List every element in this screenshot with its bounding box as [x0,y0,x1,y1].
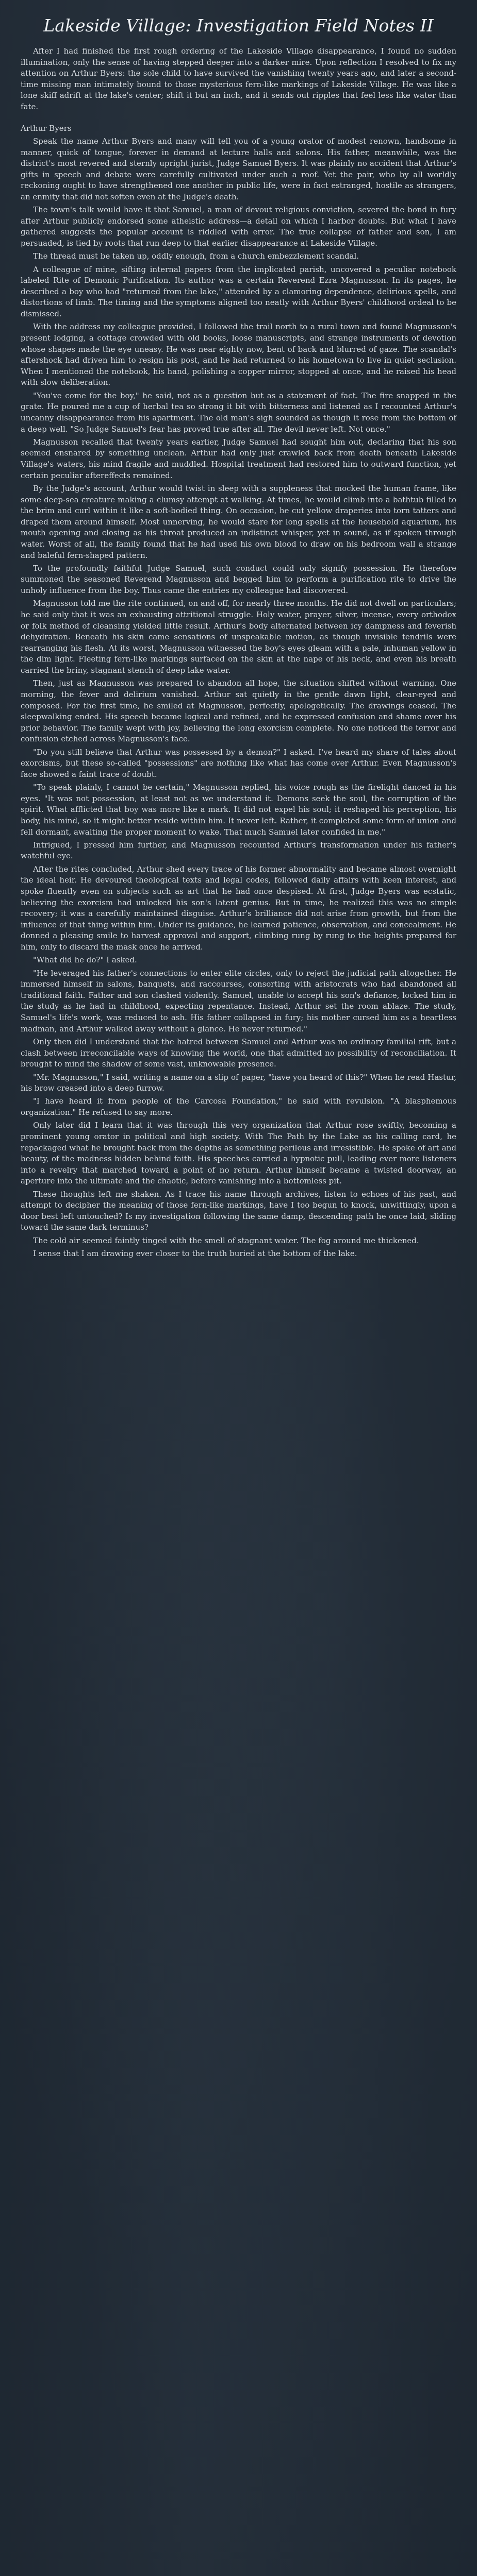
paragraph: Only then did I understand that the hatred between Samuel and Arthur was no ordinary familial rift, but a clash between irreconcilable ways of knowing the world, one that admitted no possibility of reconciliation. It brought to mind the shadow of some vast, unknowable presence. [21,1037,456,1069]
paragraph: Intrigued, I pressed him further, and Magnusson recounted Arthur's transformation under his father's watchful eye. [21,840,456,861]
paragraph: Only later did I learn that it was through this very organization that Arthur rose swiftly, becoming a prominent young orator in political and high society. With The Path by the Lake as his calling card, he repackaged what he brought back from the depths as something perilous and irresistible. He spoke of art and beauty, of the madness hidden behind faith. His speeches carried a hypnotic pull, leading ever more listeners into a revelry that marched toward a point of no return. Arthur himself became a twisted doorway, an aperture into the ultimate and the chaotic, before vanishing into a bottomless pit. [21,1121,456,1186]
paragraph: With the address my colleague provided, I followed the trail north to a rural town and found Magnusson's present lodging, a cottage crowded with old books, loose manuscripts, and strange instruments of devotion whose shapes made the eye uneasy. He was near eighty now, bent of back and blurred of gaze. The scandal's aftershock had driven him to resign his post, and he had returned to his hometown to live in quiet seclusion. When I mentioned the notebook, his hand, polishing a copper mirror, stopped at once, and he raised his head with slow deliberation. [21,322,456,387]
paragraph: After I had finished the first rough ordering of the Lakeside Village disappearance, I found no sudden illumination, only the sense of having stepped deeper into a darker mire. Upon reflection I resolved to fix my attention on Arthur Byers: the sole child to have survived the vanishing twenty years ago, and later a second-time missing man intimately bound to those mysterious fern-like markings of Lakeside Village. He was like a lone skiff adrift at the lake's center; shift it but an inch, and it sends out ripples that feel less like water than fate. [21,46,456,111]
paragraph: The cold air seemed faintly tinged with the smell of stagnant water. The fog around me thickened. [33,1235,419,1245]
paragraph: These thoughts left me shaken. As I trace his name through archives, listen to echoes of his past, and attempt to decipher the meaning of those fern-like markings, have I too begun to knock, unwittingly, upon a door best left untouched? Is my investigation following the same damp, descending path he once laid, sliding toward the same dark terminus? [21,1189,456,1232]
paragraph: "Do you still believe that Arthur was possessed by a demon?" I asked. I've heard my share of tales about exorcisms, but these so-called "possessions" are nothing like what has come over Arthur. Even Magnusson's face showed a faint trace of doubt. [21,747,456,779]
section-heading: Arthur Byers [21,123,72,133]
paragraph: Speak the name Arthur Byers and many will tell you of a young orator of modest renown, handsome in manner, quick of tongue, forever in demand at lecture halls and salons. His father, meanwhile, was the district's most revered and sternly upright jurist, Judge Samuel Byers. It was plainly no accident that Arthur's gifts in speech and debate were carefully cultivated under such a roof. Yet the pair, who by all worldly reckoning ought to have strengthened one another in public life, were in fact estranged, hostile as strangers, an enmity that did not soften even at the Judge's death. [21,136,456,201]
paragraph: Magnusson recalled that twenty years earlier, Judge Samuel had sought him out, declaring that his son seemed ensnared by something unclean. Arthur had only just crawled back from death beneath Lakeside Village's waters, his mind fragile and muddled. Hospital treatment had restored him to outward function, yet certain peculiar aftereffects remained. [21,437,456,480]
paragraph: "Mr. Magnusson," I said, writing a name on a slip of paper, "have you heard of this?" When he read Hastur, his brow creased into a deep furrow. [21,1072,456,1093]
paragraph: "You've come for the boy," he said, not as a question but as a statement of fact. The fire snapped in the grate. He poured me a cup of herbal tea so strong it bit with bitterness and listened as I recounted Arthur's uncanny disappearance from his apartment. The old man's sigh sounded as though it rose from the bottom of a deep well. "So Judge Samuel's fear has proved true after all. The devil never left. Not once." [21,391,456,434]
document-body [21,46,456,1260]
paragraph: I sense that I am drawing ever closer to the truth buried at the bottom of the lake. [33,1249,357,1259]
page-title: Lakeside Village: Investigation Field Notes II [43,15,434,36]
paragraph: A colleague of mine, sifting internal papers from the implicated parish, uncovered a peculiar notebook labeled Rite of Demonic Purification. Its author was a certain Reverend Ezra Magnusson. In its pages, he described a boy who had "returned from the lake," attended by a clamoring dependence, delirious spells, and distortions of limb. The timing and the symptoms aligned too neatly with Arthur Byers' childhood ordeal to be dismissed. [21,264,456,319]
paragraph: "He leveraged his father's connections to enter elite circles, only to reject the judicial path altogether. He immersed himself in salons, banquets, and raccourses, consorting with aristocrats who had abandoned all traditional faith. Father and son clashed violently. Samuel, unable to accept his son's defiance, locked him in the study as he had in childhood, expecting repentance. Instead, Arthur set the room ablaze. The study, Samuel's life's work, was reduced to ash. His father collapsed in fury; his mother cursed him as a heartless madman, and Arthur walked away without a glance. He never returned." [21,968,456,1033]
paragraph: "To speak plainly, I cannot be certain," Magnusson replied, his voice rough as the firelight danced in his eyes. "It was not possession, at least not as we understand it. Demons seek the soul, the corruption of the spirit. What afflicted that boy was more like a mark. It did not expel his soul; it reshaped his perception, his body, his mind, so it might better reside within him. It never left. Rather, it completed some form of union and fell dormant, awaiting the proper moment to wake. That much Samuel later confided in me." [21,783,456,837]
paragraph: To the profoundly faithful Judge Samuel, such conduct could only signify possession. He therefore summoned the seasoned Reverend Magnusson and begged him to perform a purification rite to drive the unholy influence from the boy. Thus came the entries my colleague had discovered. [21,563,456,596]
paragraph: The thread must be taken up, oddly enough, from a church embezzlement scandal. [33,251,359,261]
paragraph: By the Judge's account, Arthur would twist in sleep with a suppleness that mocked the human frame, like some deep-sea creature making a clumsy attempt at walking. At times, he would climb into a bathtub filled to the brim and curl within it like a soft-bodied thing. On occasion, he cut yellow draperies into torn tatters and draped them around himself. Most unnerving, he would stare for long spells at the household aquarium, his mouth opening and closing as his throat produced an indistinct whisper, yet in sound, as if spoken through water. Worst of all, the family found that he had used his own blood to draw on his bedroom wall a strange and baleful fern-shaped pattern. [21,483,456,560]
paragraph: Then, just as Magnusson was prepared to abandon all hope, the situation shifted without warning. One morning, the fever and delirium vanished. Arthur sat quietly in the gentle dawn light, clear-eyed and composed. For the first time, he smiled at Magnusson, perfectly, apologetically. The drawings ceased. The sleepwalking ended. His speech became logical and refined, and he expressed confusion and shame over his prior behavior. The family wept with joy, believing the long exorcism complete. No one noticed the terror and confusion etched across Magnusson's face. [21,679,456,744]
paragraph: Magnusson told me the rite continued, on and off, for nearly three months. He did not dwell on particulars; he said only that it was an exhausting attritional struggle. Holy water, prayer, silver, incense, every orthodox or folk method of cleansing yielded little result. Arthur's body alternated between icy dampness and feverish dehydration. Beneath his skin came sensations of unspeakable motion, as though invisible tendrils were rearranging his flesh. At its worst, Magnusson witnessed the boy's eyes gleam with a pale, inhuman yellow in the dim light. Fleeting fern-like markings surfaced on the skin at the nape of his neck, and even his breath carried the briny, stagnant stench of deep lake water. [21,599,456,675]
paragraph: After the rites concluded, Arthur shed every trace of his former abnormality and became almost overnight the ideal heir. He devoured theological texts and legal codes, followed daily affairs with keen interest, and spoke fluently even on subjects such as art that he had once despised. At first, Judge Byers was ecstatic, believing the exorcism had unlocked his son's latent genius. But in time, he realized this was no simple recovery; it was a carefully maintained disguise. Arthur's brilliance did not arise from growth, but from the influence of that thing within him. Under its guidance, he learned patience, observation, and concealment. He donned a pleasing smile to harvest approval and support, climbing rung by rung to the heights prepared for him, only to discard the mask once he arrived. [21,864,456,952]
paragraph: "I have heard it from people of the Carcosa Foundation," he said with revulsion. "A blasphemous organization." He refused to say more. [21,1096,456,1117]
paragraph: The town's talk would have it that Samuel, a man of devout religious conviction, severed the bond in fury after Arthur publicly endorsed some atheistic address—a detail on which I harbor doubts. But what I have gathered suggests the popular account is riddled with error. The true collapse of father and son, I am persuaded, is tied by roots that run deep to that earlier disappearance at Lakeside Village. [21,205,456,248]
paragraph: "What did he do?" I asked. [33,955,137,965]
